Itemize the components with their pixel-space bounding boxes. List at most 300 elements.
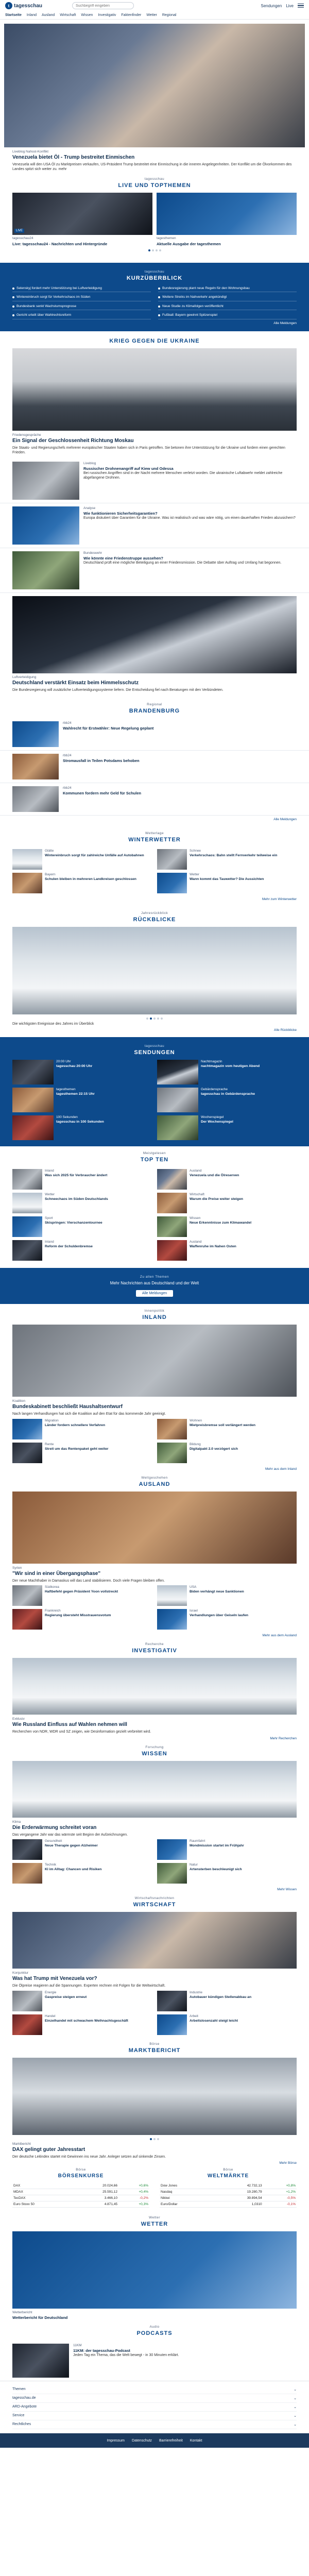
sendung-title[interactable]: tagesschau in Gebärdensprache xyxy=(201,1092,255,1096)
mini-teaser[interactable] xyxy=(12,1839,152,1860)
teaser-kicker: Technik xyxy=(45,1863,57,1867)
list-item[interactable] xyxy=(0,548,309,593)
weather-text[interactable]: Wetterbericht für Deutschland xyxy=(12,2315,68,2320)
list-item[interactable] xyxy=(0,718,309,751)
podcast-title[interactable]: 11KM: der tagesschau-Podcast xyxy=(73,2348,130,2353)
banner-text: Mehr Nachrichten aus Deutschland und der Welt xyxy=(110,1281,199,1286)
index-value: 39.894,54 xyxy=(214,2195,263,2201)
mini-teaser[interactable] xyxy=(157,1839,297,1860)
bullet-icon xyxy=(158,306,160,308)
sendung-item[interactable] xyxy=(157,1060,297,1084)
teaser-image[interactable] xyxy=(157,1193,187,1213)
kurz-item-text: Fußball: Bayern gewinnt Spitzenspiel xyxy=(162,313,217,317)
teaser-title[interactable]: Waffenruhe im Nahen Osten xyxy=(190,1245,236,1249)
live-card[interactable] xyxy=(12,193,152,246)
mini-teaser[interactable] xyxy=(12,1609,152,1630)
teaser-title[interactable]: Neue Therapie gegen Alzheimer xyxy=(45,1844,98,1848)
teaser-image[interactable] xyxy=(157,1419,187,1439)
teaser-title[interactable]: Mietpreisbremse soll verlängert werden xyxy=(190,1423,256,1427)
hero-kicker: Liveblog Nahost-Konflikt xyxy=(12,150,49,154)
section-label: tagesschau xyxy=(144,269,165,274)
teaser-title[interactable]: Länder fordern schnellere Verfahren xyxy=(45,1423,106,1427)
teaser-title[interactable]: Schulen bleiben in mehreren Landkreisen geschlossen xyxy=(45,877,136,881)
index-value: 20.024,66 xyxy=(74,2183,118,2189)
teaser-image[interactable] xyxy=(157,1863,187,1884)
teaser-title[interactable]: Wann kommt das Tauwetter? Die Aussichten xyxy=(190,877,264,881)
teaser-title[interactable]: Biden verhängt neue Sanktionen xyxy=(190,1590,244,1594)
section-label: Wirtschaftsnachrichten xyxy=(134,1896,175,1901)
teaser-image[interactable] xyxy=(157,1585,187,1606)
teaser-image[interactable] xyxy=(12,849,42,870)
header-link-sendungen[interactable]: Sendungen xyxy=(261,3,282,8)
teaser-image[interactable] xyxy=(12,1169,42,1190)
teaser-image[interactable] xyxy=(12,506,79,545)
inland-section xyxy=(0,1304,309,1470)
boersenkurse-panel xyxy=(12,2168,149,2208)
topten-item[interactable] xyxy=(157,1216,297,1237)
teaser-image[interactable] xyxy=(12,1216,42,1237)
footer-row-label: Service xyxy=(12,2414,25,2417)
section-title: INLAND xyxy=(142,1314,167,1321)
wissen-section xyxy=(0,1740,309,1891)
teaser-title[interactable]: Russischer Drohnenangriff auf Kiew und Odessa xyxy=(83,466,174,471)
list-item[interactable] xyxy=(0,783,309,816)
nav-item-start[interactable]: Startseite xyxy=(5,13,22,17)
sendung-image[interactable] xyxy=(12,1060,54,1084)
table-row[interactable] xyxy=(12,2195,149,2201)
footer-link[interactable]: Datenschutz xyxy=(132,2438,152,2443)
teaser-kicker: Ausland xyxy=(190,1169,202,1173)
footer-row-label: ARD-Angebote xyxy=(12,2405,37,2409)
section-title: PODCASTS xyxy=(136,2330,173,2336)
kurz-list xyxy=(12,285,297,319)
teaser-kicker: rbb24 xyxy=(63,721,72,725)
section-title: KURZÜBERBLICK xyxy=(126,275,183,281)
kurz-item[interactable] xyxy=(12,285,151,292)
mini-teaser[interactable] xyxy=(157,1443,297,1463)
topten-item[interactable] xyxy=(157,1169,297,1190)
teaser-title[interactable]: Stromausfall in Teilen Potsdams behoben xyxy=(63,758,140,763)
sendung-image[interactable] xyxy=(157,1088,198,1112)
lead-title[interactable]: Wie Russland Einfluss auf Wahlen nehmen will xyxy=(12,1722,127,1728)
footer-link[interactable]: Kontakt xyxy=(190,2438,202,2443)
index-change: -0,2% xyxy=(118,2195,149,2201)
sendung-item[interactable] xyxy=(12,1115,152,1140)
nav-item-ausland[interactable]: Ausland xyxy=(41,13,55,17)
sendung-title[interactable]: Der Wochenspiegel xyxy=(201,1120,233,1124)
table-row[interactable] xyxy=(160,2183,297,2189)
teaser-image[interactable] xyxy=(12,786,59,812)
weather-map[interactable] xyxy=(12,2231,297,2309)
bullet-icon xyxy=(12,314,14,316)
teaser-kicker: Industrie xyxy=(190,1990,202,1994)
section-label: Börse xyxy=(223,2168,233,2172)
section-label: Recherche xyxy=(145,1642,164,1647)
teaser-image[interactable] xyxy=(157,1443,187,1463)
teaser-title[interactable]: Verkehrschaos: Bahn stellt Fernverkehr teilweise ein xyxy=(190,853,278,857)
podcast-text: Jeden Tag ein Thema, das die Welt bewegt - in 30 Minuten erklärt. xyxy=(73,2353,179,2357)
lead-kicker: Marktbericht xyxy=(12,2142,31,2146)
carousel-dots[interactable] xyxy=(0,1014,309,1020)
teaser-image[interactable] xyxy=(157,1991,187,2011)
mini-teaser[interactable] xyxy=(12,1585,152,1606)
teaser-image[interactable] xyxy=(157,1240,187,1261)
podcast-kicker: 11KM xyxy=(73,2344,82,2347)
teaser-title[interactable]: KI im Alltag: Chancen und Risiken xyxy=(45,1868,102,1872)
teaser-title[interactable]: Wahlrecht für Erstwähler: Neue Regelung geplant xyxy=(63,725,154,731)
live-card-title[interactable]: Live: tagesschau24 - Nachrichten und Hintergründe xyxy=(12,241,108,246)
teaser-title[interactable]: Wie funktionieren Sicherheitsgarantien? xyxy=(83,511,158,516)
mini-teaser[interactable] xyxy=(12,873,152,893)
table-row[interactable] xyxy=(160,2195,297,2201)
lead-image[interactable] xyxy=(12,1912,297,1969)
sendung-item[interactable] xyxy=(12,1088,152,1112)
header-links xyxy=(261,4,304,8)
carousel-dots[interactable] xyxy=(0,2135,309,2140)
section-title: LIVE UND TOPTHEMEN xyxy=(118,182,191,189)
list-item[interactable] xyxy=(0,751,309,783)
nav-item-wissen[interactable]: Wissen xyxy=(81,13,93,17)
topten-item[interactable] xyxy=(12,1216,152,1237)
kurz-item-text: Neue Studie zu Klimafolgen veröffentlicht xyxy=(162,304,224,308)
lead-image[interactable] xyxy=(12,2058,297,2135)
sendung-item[interactable] xyxy=(157,1088,297,1112)
big-title[interactable]: Deutschland verstärkt Einsatz beim Himmelsschutz xyxy=(12,680,139,686)
index-change: -0,1% xyxy=(263,2201,297,2208)
teaser-kicker: Migration xyxy=(45,1418,59,1422)
menu-icon[interactable] xyxy=(298,4,304,8)
lead-title[interactable]: Was hat Trump mit Venezuela vor? xyxy=(12,1976,97,1982)
lead-image[interactable] xyxy=(12,1325,297,1397)
kurz-item-text: Wintereinbruch sorgt für Verkehrschaos im Süden xyxy=(16,295,91,299)
hero-image[interactable] xyxy=(4,24,305,147)
index-value: 25.591,12 xyxy=(74,2189,118,2195)
teaser-title[interactable]: Venezuela und die Ölreserven xyxy=(190,1174,239,1178)
topten-item[interactable] xyxy=(12,1193,152,1213)
lead-kicker: Friedensgespräche xyxy=(12,433,41,437)
section-label: Regional xyxy=(147,702,162,706)
footer-row-label: Themen xyxy=(12,2387,26,2391)
teaser-image[interactable] xyxy=(12,721,59,747)
teaser-title[interactable]: Skispringen: Vierschanzentournee xyxy=(45,1221,102,1225)
sendung-image[interactable] xyxy=(157,1115,198,1140)
teaser-title[interactable]: Gaspreise steigen erneut xyxy=(45,1995,87,1999)
lead-title[interactable]: DAX gelingt guter Jahresstart xyxy=(12,2146,85,2153)
teaser-title[interactable]: Arbeitslosenzahl steigt leicht xyxy=(190,2019,238,2023)
more-link[interactable]: Mehr aus dem Inland xyxy=(265,1467,297,1471)
kurz-item[interactable] xyxy=(158,312,297,319)
footer-row[interactable] xyxy=(12,2412,297,2420)
lead-kicker: Syrien xyxy=(12,1566,22,1570)
section-title: INVESTIGATIV xyxy=(132,1648,177,1654)
teaser-kicker: Ausland xyxy=(190,1240,202,1244)
mini-teaser[interactable] xyxy=(12,1991,152,2011)
teaser-kicker: Bildung xyxy=(190,1442,201,1446)
live-card-kicker: tagesthemen xyxy=(157,236,176,240)
teaser-kicker: Südkorea xyxy=(45,1585,59,1589)
mini-teaser[interactable] xyxy=(12,1863,152,1884)
mini-teaser[interactable] xyxy=(12,849,152,870)
teaser-image[interactable] xyxy=(157,1839,187,1860)
bullet-icon xyxy=(12,287,14,290)
all-news-button[interactable]: Alle Meldungen xyxy=(136,1290,173,1297)
table-row[interactable] xyxy=(12,2189,149,2195)
topten-item[interactable] xyxy=(12,1240,152,1261)
sendung-item[interactable] xyxy=(12,1060,152,1084)
teaser-image[interactable] xyxy=(12,1419,42,1439)
sendung-title[interactable]: nachtmagazin vom heutigen Abend xyxy=(201,1064,260,1069)
sendung-kicker: tagesthemen xyxy=(56,1088,76,1092)
kurz-item[interactable] xyxy=(158,294,297,301)
teaser-title[interactable]: Reform der Schuldenbremse xyxy=(45,1245,93,1249)
sendung-image[interactable] xyxy=(12,1088,54,1112)
section-title: RÜCKBLICKE xyxy=(133,916,176,923)
podcast-item[interactable] xyxy=(0,2341,309,2381)
teaser-title[interactable]: Wie könnte eine Friedenstruppe aussehen? xyxy=(83,555,163,561)
teaser-kicker: rbb24 xyxy=(63,786,72,790)
teaser-image[interactable] xyxy=(12,1991,42,2011)
mini-teaser[interactable] xyxy=(12,2014,152,2035)
nav-item-investigativ[interactable]: Investigativ xyxy=(98,13,116,17)
more-link[interactable]: Alle Meldungen xyxy=(273,817,297,821)
brandenburg-section xyxy=(0,698,309,821)
section-label: Innenpolitik xyxy=(144,1309,165,1313)
teaser-kicker: Arbeit xyxy=(190,2014,198,2018)
search-input[interactable] xyxy=(72,2,134,9)
index-name: Euro Stoxx 50 xyxy=(12,2201,74,2208)
list-item[interactable] xyxy=(0,503,309,548)
more-link[interactable]: Mehr aus dem Ausland xyxy=(262,1634,297,1638)
index-change: +0,6% xyxy=(118,2183,149,2189)
topten-section xyxy=(0,1146,309,1263)
teaser-kicker: USA xyxy=(190,1585,197,1589)
table-row[interactable] xyxy=(160,2189,297,2195)
more-link[interactable]: Mehr Wissen xyxy=(277,1888,297,1892)
section-title: TOP TEN xyxy=(140,1157,169,1163)
footer-link[interactable]: Barrierefreiheit xyxy=(159,2438,183,2443)
more-link[interactable]: Mehr Börse xyxy=(279,2161,297,2165)
world-table xyxy=(160,2183,297,2208)
teaser-kicker: Rente xyxy=(45,1442,54,1446)
mini-teaser[interactable] xyxy=(157,1609,297,1630)
teaser-image[interactable] xyxy=(12,1443,42,1463)
section-title: MARKTBERICHT xyxy=(128,2047,181,2054)
teaser-kicker: Liveblog xyxy=(83,461,96,465)
header-link-live[interactable]: Live xyxy=(286,3,294,8)
topten-item[interactable] xyxy=(12,1169,152,1190)
lead-image[interactable] xyxy=(12,348,297,431)
lead-image[interactable] xyxy=(12,1658,297,1715)
list-item[interactable] xyxy=(0,459,309,503)
lead-title[interactable]: "Wir sind in einer Übergangsphase" xyxy=(12,1570,101,1577)
footer-row-label: Rechtliches xyxy=(12,2422,31,2426)
hero-teaser[interactable] xyxy=(0,20,309,172)
lead-kicker: Exklusiv xyxy=(12,1717,25,1721)
table-row[interactable] xyxy=(12,2201,149,2208)
carousel-dots[interactable] xyxy=(0,246,309,251)
teaser-image[interactable] xyxy=(12,873,42,893)
index-name: MDAX xyxy=(12,2189,74,2195)
hero-title[interactable]: Venezuela bietet Öl - Trump bestreitet Einmischen xyxy=(12,155,135,160)
teaser-image[interactable] xyxy=(12,2014,42,2035)
teaser-kicker: Bundeswehr xyxy=(83,551,102,555)
kurz-item-text: Selenskyj fordert mehr Unterstützung bei Luftverteidigung xyxy=(16,286,102,290)
more-link[interactable]: Mehr zum Winterwetter xyxy=(262,897,297,901)
section-title: WETTER xyxy=(141,2221,168,2227)
nav-item-inland[interactable]: Inland xyxy=(26,13,37,17)
footer-row[interactable] xyxy=(12,2403,297,2412)
teaser-kicker: Schnee xyxy=(190,849,201,853)
lead-image[interactable] xyxy=(12,1492,297,1564)
kurzueberblick-section xyxy=(0,263,309,331)
live-card-image[interactable] xyxy=(157,193,297,235)
sendung-image[interactable] xyxy=(157,1060,198,1084)
teaser-title[interactable]: Schneechaos im Süden Deutschlands xyxy=(45,1197,108,1201)
more-link[interactable]: Alle Meldungen xyxy=(273,321,297,325)
more-link[interactable]: Mehr Recherchen xyxy=(270,1736,297,1740)
nav-item-wirtschaft[interactable]: Wirtschaft xyxy=(60,13,76,17)
section-title: BRANDENBURG xyxy=(129,707,180,714)
more-link[interactable]: Alle Rückblicke xyxy=(273,1028,297,1032)
big-image[interactable] xyxy=(12,596,297,673)
sendung-title[interactable]: tagesschau in 100 Sekunden xyxy=(56,1120,104,1124)
lead-title[interactable]: Ein Signal der Geschlossenheit Richtung Moskau xyxy=(12,437,134,444)
nav-item-regional[interactable]: Regional xyxy=(162,13,177,17)
logo[interactable] xyxy=(5,2,42,9)
teaser-image[interactable] xyxy=(157,873,187,893)
teaser-kicker: Sport xyxy=(45,1216,53,1221)
live-card-image[interactable] xyxy=(12,193,152,235)
teaser-image[interactable] xyxy=(12,1863,42,1884)
teaser-image[interactable] xyxy=(157,849,187,870)
live-card-kicker: tagesschau24 xyxy=(12,236,33,240)
teaser-kicker: Israel xyxy=(190,1609,198,1613)
mini-teaser[interactable] xyxy=(157,1585,297,1606)
live-card[interactable] xyxy=(157,193,297,246)
mini-teaser[interactable] xyxy=(157,849,297,870)
mini-teaser[interactable] xyxy=(12,1443,152,1463)
teaser-image[interactable] xyxy=(12,551,79,589)
index-value: 3.466,10 xyxy=(74,2195,118,2201)
teaser-image[interactable] xyxy=(157,1169,187,1190)
teaser-title[interactable]: Streit um das Rentenpaket geht weiter xyxy=(45,1447,109,1451)
teaser-kicker: Wirtschaft xyxy=(190,1193,204,1197)
teaser-title[interactable]: Warum die Preise weiter steigen xyxy=(190,1197,244,1201)
teaser-image[interactable] xyxy=(12,462,79,500)
nav-item-faktenfinder[interactable]: Faktenfinder xyxy=(121,13,142,17)
index-change: +0,4% xyxy=(118,2189,149,2195)
kurz-item[interactable] xyxy=(12,294,151,301)
teaser-image[interactable] xyxy=(12,1839,42,1860)
teaser-image[interactable] xyxy=(12,1585,42,1606)
teaser-title[interactable]: Einzelhandel mit schwachem Weihnachtsgeschäft xyxy=(45,2019,128,2023)
footer-row[interactable] xyxy=(12,2394,297,2403)
topten-item[interactable] xyxy=(157,1240,297,1261)
bullet-icon xyxy=(12,306,14,308)
teaser-image[interactable] xyxy=(12,1609,42,1630)
table-row[interactable] xyxy=(160,2201,297,2208)
marktbericht-section xyxy=(0,2037,309,2211)
podcast-image[interactable] xyxy=(12,2344,69,2378)
teaser-kicker: rbb24 xyxy=(63,753,72,757)
footer-row[interactable] xyxy=(12,2385,297,2394)
mini-teaser[interactable] xyxy=(157,1419,297,1439)
teaser-image[interactable] xyxy=(12,1193,42,1213)
mini-teaser[interactable] xyxy=(157,2014,297,2035)
teaser-title[interactable]: Was sich 2025 für Verbraucher ändert xyxy=(45,1174,108,1178)
nav-item-wetter[interactable]: Wetter xyxy=(146,13,157,17)
teaser-image[interactable] xyxy=(157,2014,187,2035)
teaser-title[interactable]: Neue Erkenntnisse zum Klimawandel xyxy=(190,1221,252,1225)
teaser-title[interactable]: Haftbefehl gegen Präsident Yoon vollstreckt xyxy=(45,1590,118,1594)
mini-teaser[interactable] xyxy=(157,873,297,893)
kurz-item[interactable] xyxy=(158,285,297,292)
bullet-icon xyxy=(12,296,14,298)
section-title: KRIEG GEGEN DIE UKRAINE xyxy=(109,337,200,344)
sendung-item[interactable] xyxy=(157,1115,297,1140)
teaser-image[interactable] xyxy=(12,1240,42,1261)
sendung-title[interactable]: tagesthemen 22:15 Uhr xyxy=(56,1092,95,1096)
lead-title[interactable]: Die Erderwärmung schreitet voran xyxy=(12,1824,97,1831)
rueckblick-image[interactable] xyxy=(12,927,297,1014)
kurz-item[interactable] xyxy=(12,312,151,319)
lead-kicker: Klima xyxy=(12,1820,21,1824)
teaser-image[interactable] xyxy=(12,754,59,779)
section-label: Weltgeschehen xyxy=(141,1476,168,1480)
mini-teaser[interactable] xyxy=(12,1419,152,1439)
index-name: Euro/Dollar xyxy=(160,2201,214,2208)
index-change: +0,8% xyxy=(263,2183,297,2189)
kurz-item[interactable] xyxy=(12,303,151,310)
teaser-image[interactable] xyxy=(157,1609,187,1630)
index-name: Nikkei xyxy=(160,2195,214,2201)
teaser-title[interactable]: Verhandlungen über Geiseln laufen xyxy=(190,1614,249,1618)
kurz-item[interactable] xyxy=(158,303,297,310)
teaser-kicker: Inland xyxy=(45,1169,54,1173)
rueckblick-section xyxy=(0,906,309,1032)
lead-text: Die Staats- und Regierungschefs mehrerer europäischer Staaten haben sich in Paris getroffen. Sie betonen ihre Unterstützung für die Ukraine und fordern einen gerechten Frieden. xyxy=(12,446,285,455)
mini-teaser[interactable] xyxy=(157,1863,297,1884)
mini-teaser[interactable] xyxy=(157,1991,297,2011)
footer-link[interactable]: Impressum xyxy=(107,2438,125,2443)
teaser-image[interactable] xyxy=(157,1216,187,1237)
table-row[interactable] xyxy=(12,2183,149,2189)
topten-item[interactable] xyxy=(157,1193,297,1213)
teaser-kicker: Wissen xyxy=(190,1216,201,1221)
teaser-title[interactable]: Mondmission startet im Frühjahr xyxy=(190,1844,244,1848)
sendung-title[interactable]: tagesschau 20:00 Uhr xyxy=(56,1064,93,1069)
lead-image[interactable] xyxy=(12,1761,297,1818)
sendungen-section xyxy=(0,1037,309,1146)
lead-text: Recherchen von NDR, WDR und SZ zeigen, wie Desinformation gezielt verbreitet wird. xyxy=(12,1730,151,1734)
footer-row[interactable] xyxy=(12,2420,297,2429)
bullet-icon xyxy=(158,314,160,316)
section-label: Wetterlage xyxy=(145,831,164,835)
sendung-kicker: 100 Sekunden xyxy=(56,1115,78,1120)
investigativ-section xyxy=(0,1637,309,1740)
teaser-title[interactable]: Wintereinbruch sorgt für zahlreiche Unfälle auf Autobahnen xyxy=(45,853,144,857)
teaser-title[interactable]: Artensterben beschleunigt sich xyxy=(190,1868,242,1872)
teaser-title[interactable]: Regierung übersteht Misstrauensvotum xyxy=(45,1614,111,1618)
teaser-title[interactable]: Digitalpakt 2.0 verzögert sich xyxy=(190,1447,238,1451)
live-card-title[interactable]: Aktuelle Ausgabe der tagesthemen xyxy=(157,241,221,246)
index-name: Nasdaq xyxy=(160,2189,214,2195)
section-title: WIRTSCHAFT xyxy=(133,1902,176,1908)
teaser-title[interactable]: Autobauer kündigen Stellenabbau an xyxy=(190,1995,252,1999)
teaser-title[interactable]: Kommunen fordern mehr Geld für Schulen xyxy=(63,790,142,795)
lead-title[interactable]: Bundeskabinett beschließt Haushaltsentwurf xyxy=(12,1404,123,1410)
sendung-image[interactable] xyxy=(12,1115,54,1140)
